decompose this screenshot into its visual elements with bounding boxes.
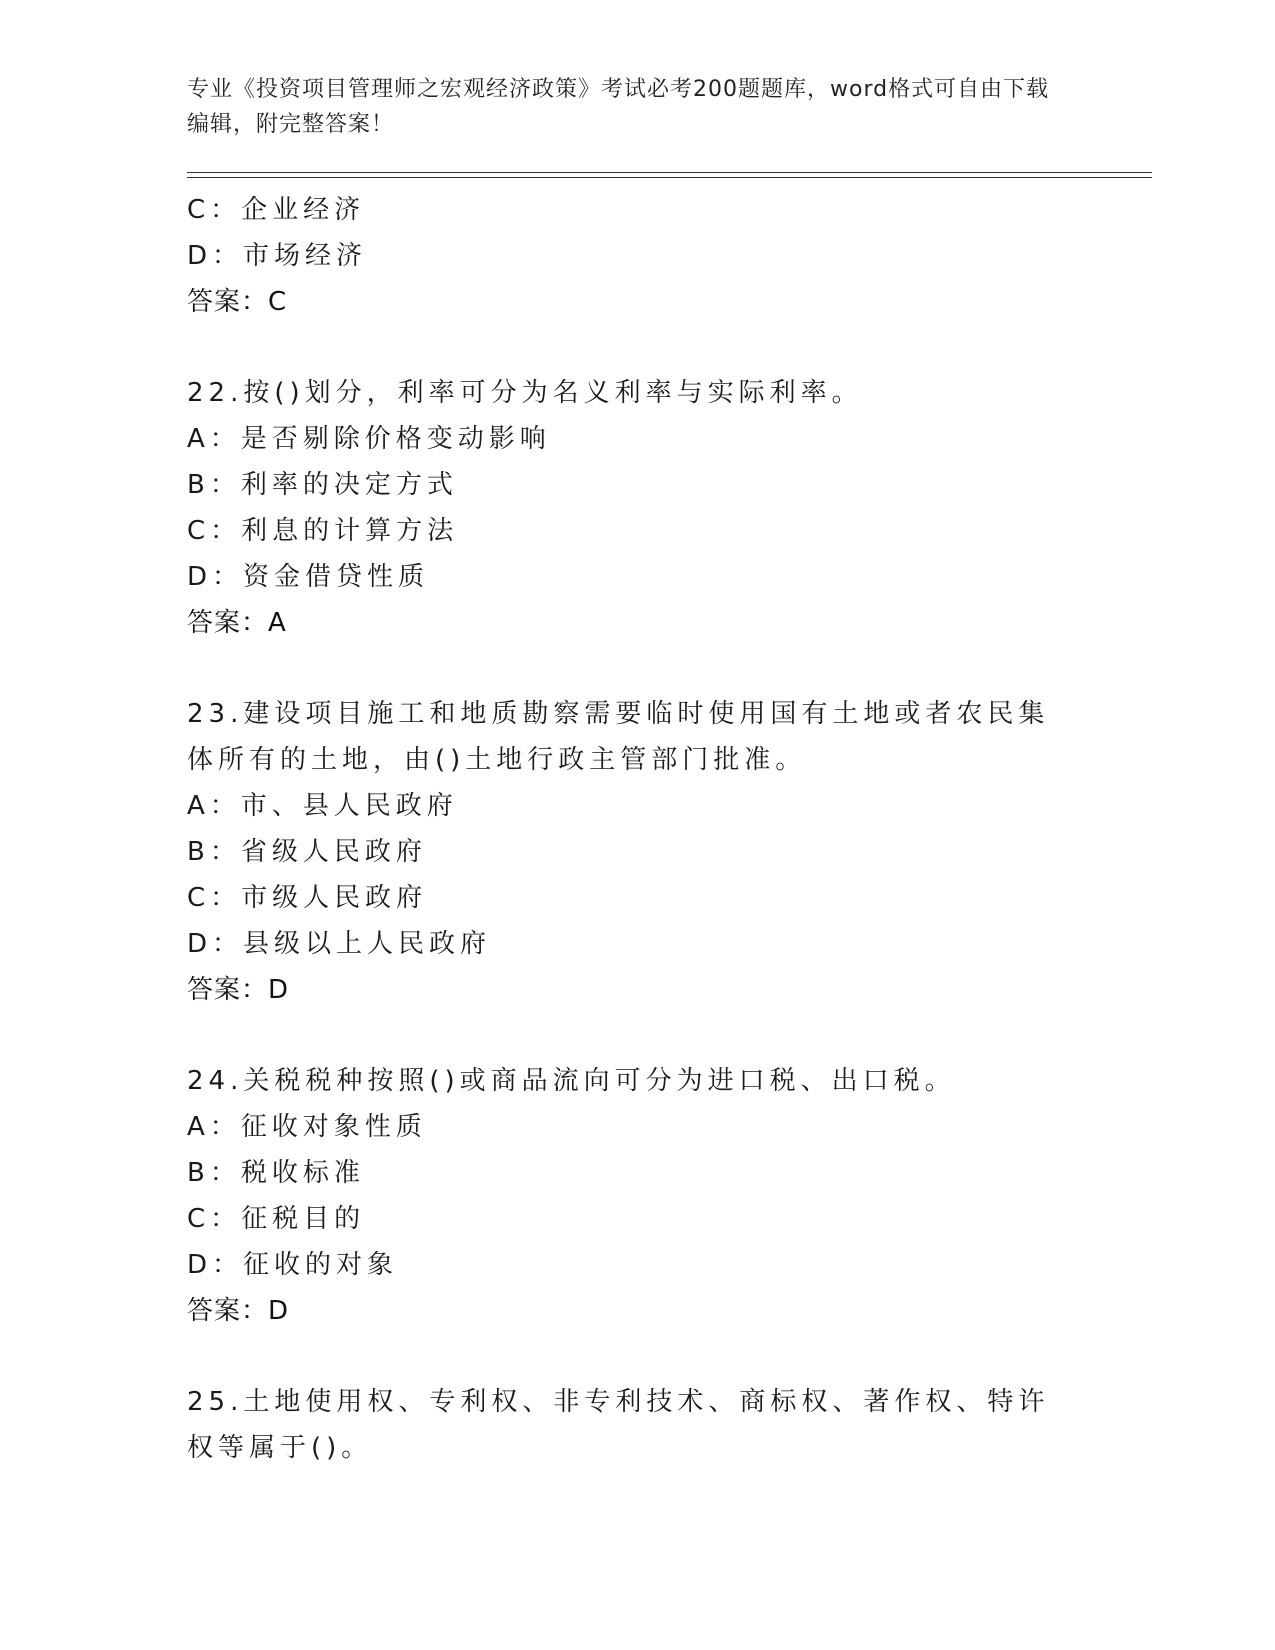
option-b: B：税收标准 bbox=[187, 1158, 365, 1188]
question-24 bbox=[187, 1058, 1087, 1334]
question-stem: 22.按()划分，利率可分为名义利率与实际利率。 bbox=[187, 378, 863, 408]
option-d: D：征收的对象 bbox=[187, 1250, 399, 1280]
answer: 答案：C bbox=[187, 287, 288, 317]
option-d: D：县级以上人民政府 bbox=[187, 929, 492, 959]
answer: 答案：D bbox=[187, 1296, 290, 1326]
option-c: C：征税目的 bbox=[187, 1204, 366, 1234]
header-rule-bottom bbox=[187, 177, 1152, 178]
question-25 bbox=[187, 1379, 1087, 1471]
question-stem: 25.土地使用权、专利权、非专利技术、商标权、著作权、特许权等属于()。 bbox=[187, 1387, 1050, 1463]
question-21 bbox=[187, 187, 1087, 325]
header-rule-top bbox=[187, 172, 1152, 173]
option-c: C：市级人民政府 bbox=[187, 883, 428, 913]
option-b: B：利率的决定方式 bbox=[187, 470, 458, 500]
option-a: A：市、县人民政府 bbox=[187, 791, 458, 821]
question-23 bbox=[187, 691, 1087, 1013]
option-b: B：省级人民政府 bbox=[187, 837, 427, 867]
answer: 答案：D bbox=[187, 975, 290, 1005]
option-d: D：资金借贷性质 bbox=[187, 562, 430, 592]
option-a: A：征收对象性质 bbox=[187, 1112, 427, 1142]
option-c: C：利息的计算方法 bbox=[187, 516, 459, 546]
option-d: D：市场经济 bbox=[187, 241, 368, 271]
option-c: C：企业经济 bbox=[187, 195, 366, 225]
question-stem: 23.建设项目施工和地质勘察需要临时使用国有土地或者农民集体所有的土地，由()土地行政主管部门批准。 bbox=[187, 699, 1050, 775]
question-stem: 24.关税税种按照()或商品流向可分为进口税、出口税。 bbox=[187, 1066, 956, 1096]
option-a: A：是否剔除价格变动影响 bbox=[187, 424, 551, 454]
question-22 bbox=[187, 370, 1087, 646]
question-list bbox=[187, 187, 1087, 1471]
answer: 答案：A bbox=[187, 608, 287, 638]
document-header: 专业《投资项目管理师之宏观经济政策》考试必考200题题库，word格式可自由下载编辑，附完整答案！ bbox=[187, 77, 1050, 137]
